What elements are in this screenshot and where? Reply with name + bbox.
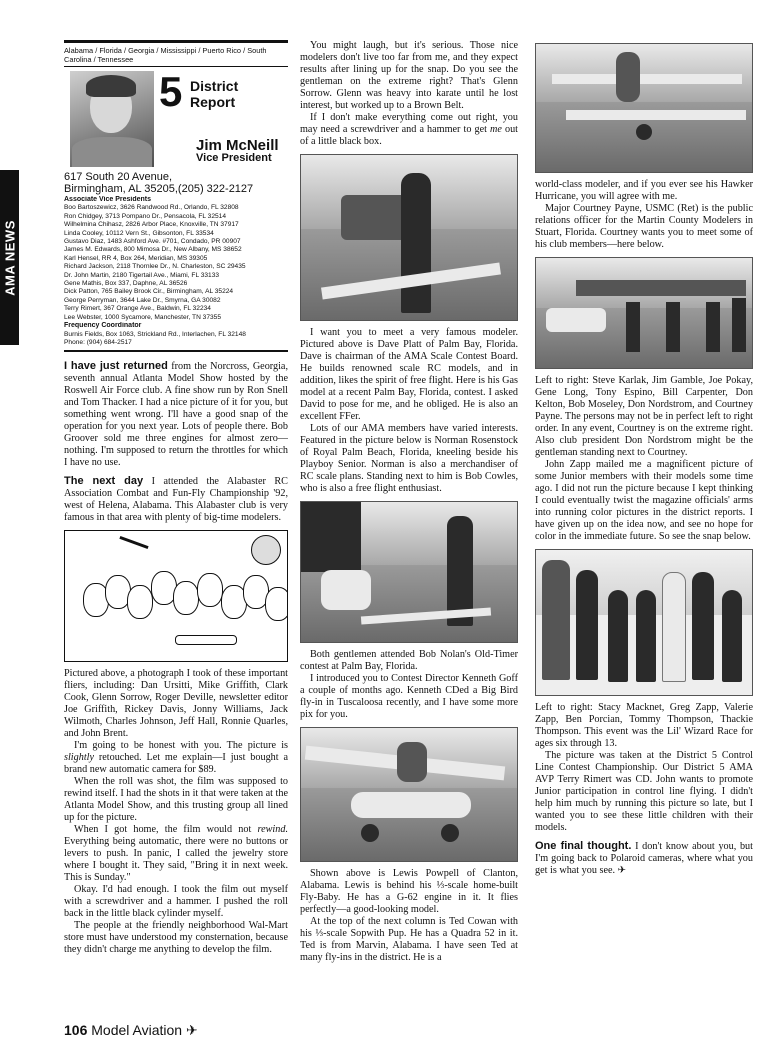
assoc-vp: Ron Chidgey, 3713 Pompano Dr., Pensacola, FL 32514: [64, 212, 227, 220]
vp-address: 617 South 20 Avenue, Birmingham, AL 35205,(205) 322-2127: [64, 171, 254, 195]
paragraph: If I don't make everything come out right, you may need a screwdriver and a hammer to get me out of a little black box.: [300, 112, 518, 147]
paragraph: When I got home, the film would not rewind. Everything being automatic, there were no buttons or levers to push. In panic, I called the jewelry store where I bought it. They said, "Bring it in next week. This is Sunday.": [64, 824, 288, 884]
assoc-vp: Gene Mathis, Box 337, Daphne, AL 36526: [64, 280, 188, 288]
paragraph: Pictured above, a photograph I took of these important fliers, including: Dan Ursitti, Mike Griffith, Clark Cook, Glenn Sorrow, Roger Deville, newsletter editor Joe Griffith, Rickey Davis, Jonny Williams, Jack Wilmoth, Charles Johnson, Jeff Hall, Ronnie Quarles, and John Brent.: [64, 668, 288, 740]
column-1: [64, 40, 288, 956]
assoc-vp: Linda Cooley, 10112 Vern St., Gibsonton, FL 33534: [64, 229, 214, 237]
magazine-name: Model Aviation: [91, 1022, 183, 1038]
paragraph: At the top of the next column is Ted Cowan with his ⅓-scale Sopwith Pup. He has a Quadra 52 in it. Ted is from Marvin, Alabama. I have seen Ted at many fly-ins in the district. He is a: [300, 916, 518, 963]
states-line: Alabama / Florida / Georgia / Mississippi / Puerto Rico / South Carolina / Tennessee: [64, 40, 288, 67]
paragraph: Major Courtney Payne, USMC (Ret) is the public relations officer for the Martin County Modelers in Stuart, Florida. Courtney wants you to meet some of his club members—here below.: [535, 203, 753, 250]
photo-rosenstock-cowles: [300, 501, 518, 643]
vp-block: [196, 139, 279, 165]
photo-fly-baby: [300, 727, 518, 862]
assoc-vp: Boo Bartoszewicz, 3626 Randwood Rd., Orlando, FL 32808: [64, 204, 239, 212]
paragraph: When the roll was shot, the film was supposed to rewind itself. I had the shots in it that were taken at the Atlanta Model Show, and this trusting group all lined up for the picture.: [64, 776, 288, 824]
photo-martin-county-modelers: [535, 257, 753, 369]
vp-name: Jim McNeill: [196, 137, 279, 154]
assoc-vp: James M. Edwards, 800 Mimosa Dr., New Albany, MS 38652: [64, 246, 242, 254]
freq-heading: Frequency Coordinator: [64, 322, 142, 330]
assoc-vp: Gustavo Diaz, 1483 Ashford Ave. #701, Condado, PR 00907: [64, 238, 241, 246]
paragraph: world-class modeler, and if you ever see his Hawker Hurricane, you will agree with me.: [535, 179, 753, 202]
retouched-group-photo: [64, 530, 288, 662]
assoc-vp-list: [64, 196, 288, 352]
plane-icon: ✈: [185, 1022, 198, 1038]
assoc-heading: Associate Vice Presidents: [64, 196, 152, 203]
paragraph: I have just returned from the Norcross, Georgia, seventh annual Atlanta Model Show hosted by the Roswell Air Force club. A fine show run by Ron Snell and Tom Thacker. I had a nice picture of it for you, but something went wrong. I'll have a good snap of the operation for you next year. Lots of people there. Bob Groover sold me three engines for almost zero—nothing. I'm supposed to return the throttles for which I have no use.: [64, 360, 288, 469]
vp-portrait: [70, 71, 154, 167]
photo-sopwith-pup: [535, 43, 753, 173]
assoc-vp: Dick Patton, 765 Bailey Brook Cir., Birmingham, AL 35224: [64, 288, 234, 296]
paragraph: Okay. I'd had enough. I took the film out myself with a screwdriver and a hammer. I pushed the roll back in the little black cylinder myself.: [64, 884, 288, 920]
paragraph: I want you to meet a very famous modeler. Pictured above is Dave Platt of Palm Bay, Florida. Dave is chairman of the AMA Scale Contest Board. He builds renowned scale RC models, and in addition, likes the spirit of free flight. Here is his Gas model at a recent Palm Bay, Florida, contest. I asked David to pose for me, and he obliged. He is also an excellent FFer.: [300, 327, 518, 422]
district-header: [64, 68, 288, 169]
freq-line: Phone: (904) 684-2517: [64, 338, 132, 346]
paragraph: Left to right: Steve Karlak, Jim Gamble, Joe Pokay, Gene Long, Tony Espino, Bill Carpenter, Don Kelton, Bob Moseley, Don Nordstrom, and Courtney Payne. The persons may not be in perfect left to right order. In any event, Courtney is on the extreme right. Also club president Don Nordstrom might be the gentleman standing next to Courtney.: [535, 375, 753, 458]
paragraph: Lots of our AMA members have varied interests. Featured in the picture below is Norman Rosenstock of Royal Palm Beach, Florida, kneeling beside his Playboy Senior. Norman is also a merchandiser of RC scale plans. Standing next to him is Bob Cowles, who is also a free flight enthusiast.: [300, 423, 518, 494]
photo-dave-platt: [300, 154, 518, 321]
assoc-vp: Lee Webster, 1000 Sycamore, Manchester, TN 37355: [64, 313, 221, 321]
paragraph: Shown above is Lewis Powpell of Clanton, Alabama. Lewis is behind his ⅓-scale home-built Fly-Baby. He has a G-62 engine in it. It flies perfectly—a good-looking model.: [300, 868, 518, 915]
paragraph: Both gentlemen attended Bob Nolan's Old-Timer contest at Palm Bay, Florida.: [300, 649, 518, 672]
side-tab-label: AMA NEWS: [2, 219, 17, 296]
freq-line: Burnis Fields, Box 1063, Strickland Rd., Interlachen, FL 32148: [64, 330, 246, 338]
paragraph: John Zapp mailed me a magnificent picture of some Junior members with their models some time ago. I did not run the picture because I kept thinking I could eventually twist the magazine officials' arms into running color pictures in the district reports. I have given up on the idea now, and see no hope for color in the immediate future. So see the snap below.: [535, 459, 753, 542]
assoc-vp: Wilhelmina Chihasz, 2826 Arbor Place, Knoxville, TN 37917: [64, 221, 239, 229]
assoc-vp: Dr. John Martin, 2180 Tigertail Ave., Miami, FL 33133: [64, 271, 220, 279]
assoc-vp: Richard Jackson, 2118 Thornlee Dr., N. Charleston, SC 29435: [64, 263, 246, 271]
vp-title: Vice President: [196, 152, 272, 164]
paragraph: One final thought. I don't know about you, but I'm going back to Polaroid cameras, where what you get is what you see. ✈: [535, 840, 753, 876]
assoc-vp: George Perryman, 3644 Lake Dr., Smyrna, GA 30082: [64, 296, 221, 304]
side-tab: [0, 170, 19, 345]
paragraph: I introduced you to Contest Director Kenneth Goff a couple of months ago. Kenneth CDed a Big Bird fly-in in Tuscaloosa recently, and I have some more pix for you.: [300, 673, 518, 720]
photo-junior-members: [535, 549, 753, 696]
paragraph: I'm going to be honest with you. The picture is slightly retouched. Let me explain—I just bought a brand new automatic camera for $89.: [64, 740, 288, 776]
paragraph: You might laugh, but it's serious. Those nice modelers don't live too far from me, and they expect results after lining up for the snap. Do you see the gentleman on the extreme right? That's Glenn Sorrow. Glenn was heavy into karate until he lost interest, but worked up to a Brown Belt.: [300, 40, 518, 111]
page-number: 106: [64, 1022, 88, 1038]
district-number: 5: [159, 68, 183, 115]
assoc-vp: Karl Hensel, RR 4, Box 264, Meridian, MS 39305: [64, 254, 208, 262]
column-2: [300, 40, 518, 964]
paragraph: The next day I attended the Alabaster RC Association Combat and Fun-Fly Championship '92, west of Helena, Alabama. This Alabaster club is very famous in that area with plenty of big-time modelers.: [64, 475, 288, 524]
paragraph: The people at the friendly neighborhood Wal-Mart store must have understood my consternation, because they didn't charge me anything to develop the film.: [64, 920, 288, 956]
paragraph: Left to right: Stacy Macknet, Greg Zapp, Valerie Zapp, Ben Porcian, Tommy Thompson, Thackie Thompson. This event was the Lil' Wizard Race for ages six through 13.: [535, 702, 753, 749]
paragraph: The picture was taken at the District 5 Control Line Contest Championship. Our District 5 AMA AVP Terry Rimert was CD. John wants to promote Junior participation in control line flying. I didn't help him much by running this picture so late, but I wanted you to see these little children with their models.: [535, 750, 753, 833]
assoc-vp: Terry Rimert, 367 Orange Ave., Baldwin, FL 32234: [64, 305, 211, 313]
column-3: [535, 43, 753, 877]
page-footer: [64, 1022, 198, 1039]
district-label: District Report: [190, 78, 239, 110]
